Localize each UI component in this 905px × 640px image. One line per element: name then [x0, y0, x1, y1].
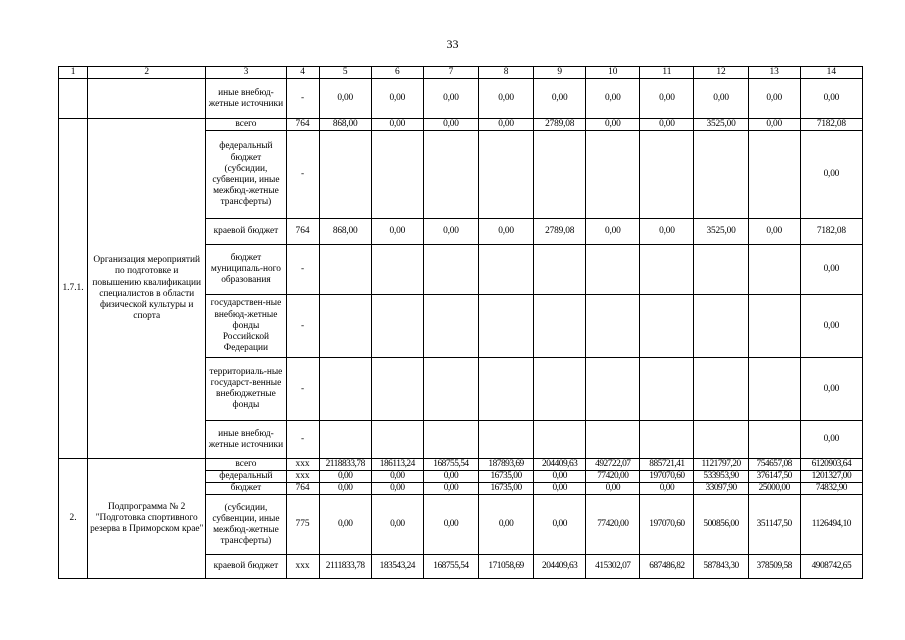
value-cell: 687486,82 — [640, 555, 694, 579]
value-cell — [640, 358, 694, 421]
value-cell: 186113,24 — [371, 459, 423, 471]
value-cell: 0,00 — [478, 79, 533, 119]
funding-source: бюджет муниципаль-ного образования — [206, 245, 286, 295]
value-cell: 0,00 — [371, 483, 423, 495]
value-cell: 0,00 — [319, 483, 371, 495]
funding-source: федеральный — [206, 471, 286, 483]
value-cell — [534, 131, 586, 219]
value-cell: 187893,69 — [478, 459, 533, 471]
value-cell — [694, 295, 748, 358]
value-cell: 0,00 — [586, 219, 640, 245]
item-name: Организация мероприятий по подготовке и повышению квалификации специалистов в области физической культуры и спорта — [88, 119, 206, 459]
value-cell: 533953,90 — [694, 471, 748, 483]
value-cell: 0,00 — [534, 483, 586, 495]
value-cell: 183543,24 — [371, 555, 423, 579]
code-cell: - — [286, 295, 319, 358]
value-cell — [319, 131, 371, 219]
value-cell: 0,00 — [478, 495, 533, 555]
value-cell: 77420,00 — [586, 495, 640, 555]
value-cell: 2118833,78 — [319, 459, 371, 471]
column-number: 9 — [534, 67, 586, 79]
value-cell: 0,00 — [534, 471, 586, 483]
value-cell — [423, 131, 478, 219]
value-cell — [694, 358, 748, 421]
value-cell — [748, 131, 800, 219]
table-row — [59, 79, 863, 119]
value-cell: 4908742,65 — [800, 555, 862, 579]
value-cell: 204409,63 — [534, 555, 586, 579]
code-cell: - — [286, 79, 319, 119]
funding-source: федеральный бюджет (субсидии, субвенции, иные межбюд-жетные трансферты) — [206, 131, 286, 219]
value-cell — [371, 421, 423, 459]
item-number: 1.7.1. — [59, 119, 88, 459]
column-number: 14 — [800, 67, 862, 79]
code-cell: 775 — [286, 495, 319, 555]
value-cell: 378509,58 — [748, 555, 800, 579]
value-cell: 0,00 — [534, 495, 586, 555]
value-cell: 0,00 — [748, 119, 800, 131]
value-cell: 2789,08 — [534, 219, 586, 245]
value-cell: 7182,08 — [800, 219, 862, 245]
value-cell — [694, 245, 748, 295]
funding-source: иные внебюд-жетные источники — [206, 79, 286, 119]
value-cell: 0,00 — [423, 495, 478, 555]
value-cell: 0,00 — [800, 245, 862, 295]
value-cell: 0,00 — [640, 119, 694, 131]
value-cell — [319, 421, 371, 459]
value-cell: 415302,07 — [586, 555, 640, 579]
value-cell: 754657,08 — [748, 459, 800, 471]
value-cell — [423, 358, 478, 421]
value-cell: 868,00 — [319, 119, 371, 131]
value-cell — [748, 295, 800, 358]
value-cell: 33097,90 — [694, 483, 748, 495]
funding-source: всего — [206, 119, 286, 131]
value-cell: 0,00 — [478, 219, 533, 245]
value-cell — [586, 245, 640, 295]
value-cell: 0,00 — [319, 495, 371, 555]
value-cell: 376147,50 — [748, 471, 800, 483]
funding-source: государствен-ные внебюд-жетные фонды Российской Федерации — [206, 295, 286, 358]
code-cell: 764 — [286, 119, 319, 131]
value-cell: 0,00 — [800, 131, 862, 219]
value-cell: 0,00 — [423, 119, 478, 131]
value-cell — [534, 358, 586, 421]
value-cell — [478, 131, 533, 219]
column-number: 2 — [88, 67, 206, 79]
code-cell: xxx — [286, 459, 319, 471]
value-cell: 0,00 — [371, 79, 423, 119]
item-number: 2. — [59, 459, 88, 579]
code-cell: 764 — [286, 219, 319, 245]
column-number: 3 — [206, 67, 286, 79]
value-cell — [371, 245, 423, 295]
value-cell: 0,00 — [371, 119, 423, 131]
column-number: 13 — [748, 67, 800, 79]
value-cell — [534, 295, 586, 358]
value-cell: 1121797,20 — [694, 459, 748, 471]
funding-source: иные внебюд-жетные источники — [206, 421, 286, 459]
funding-source: краевой бюджет — [206, 219, 286, 245]
item-number — [59, 79, 88, 119]
value-cell: 0,00 — [694, 79, 748, 119]
value-cell: 204409,63 — [534, 459, 586, 471]
value-cell: 0,00 — [319, 79, 371, 119]
value-cell — [694, 131, 748, 219]
value-cell: 25000,00 — [748, 483, 800, 495]
value-cell — [423, 421, 478, 459]
value-cell: 0,00 — [748, 219, 800, 245]
code-cell: 764 — [286, 483, 319, 495]
code-cell: - — [286, 358, 319, 421]
value-cell: 0,00 — [800, 79, 862, 119]
value-cell — [478, 421, 533, 459]
value-cell — [586, 131, 640, 219]
value-cell — [640, 295, 694, 358]
value-cell: 0,00 — [800, 295, 862, 358]
value-cell — [423, 245, 478, 295]
value-cell: 0,00 — [423, 79, 478, 119]
code-cell: xxx — [286, 471, 319, 483]
value-cell: 500856,00 — [694, 495, 748, 555]
value-cell: 74832,90 — [800, 483, 862, 495]
item-name — [88, 79, 206, 119]
column-number: 7 — [423, 67, 478, 79]
value-cell: 3525,00 — [694, 119, 748, 131]
code-cell: - — [286, 131, 319, 219]
value-cell: 587843,30 — [694, 555, 748, 579]
column-number: 4 — [286, 67, 319, 79]
value-cell: 197070,60 — [640, 471, 694, 483]
value-cell — [319, 245, 371, 295]
funding-source: территориаль-ные государст-венные внебюджетные фонды — [206, 358, 286, 421]
column-number: 6 — [371, 67, 423, 79]
column-number: 1 — [59, 67, 88, 79]
value-cell — [319, 358, 371, 421]
column-number: 12 — [694, 67, 748, 79]
value-cell — [640, 421, 694, 459]
value-cell: 0,00 — [586, 119, 640, 131]
page-number: 33 — [446, 37, 459, 51]
item-name: Подпрограмма № 2 "Подготовка спортивного резерва в Приморском крае" — [88, 459, 206, 579]
value-cell: 16735,00 — [478, 471, 533, 483]
value-cell — [534, 421, 586, 459]
value-cell: 885721,41 — [640, 459, 694, 471]
funding-source: всего — [206, 459, 286, 471]
value-cell — [371, 358, 423, 421]
value-cell — [371, 131, 423, 219]
value-cell: 0,00 — [640, 483, 694, 495]
budget-table — [58, 66, 863, 579]
value-cell — [748, 245, 800, 295]
value-cell: 0,00 — [319, 471, 371, 483]
value-cell: 16735,00 — [478, 483, 533, 495]
value-cell — [640, 131, 694, 219]
column-number: 11 — [640, 67, 694, 79]
value-cell: 0,00 — [371, 219, 423, 245]
value-cell — [748, 421, 800, 459]
funding-source: краевой бюджет — [206, 555, 286, 579]
value-cell: 0,00 — [640, 79, 694, 119]
value-cell: 3525,00 — [694, 219, 748, 245]
value-cell: 0,00 — [478, 119, 533, 131]
value-cell: 1126494,10 — [800, 495, 862, 555]
value-cell — [586, 358, 640, 421]
column-number: 5 — [319, 67, 371, 79]
value-cell: 492722,07 — [586, 459, 640, 471]
value-cell: 868,00 — [319, 219, 371, 245]
value-cell — [478, 295, 533, 358]
value-cell: 171058,69 — [478, 555, 533, 579]
value-cell: 2789,08 — [534, 119, 586, 131]
value-cell: 0,00 — [371, 495, 423, 555]
value-cell: 0,00 — [640, 219, 694, 245]
value-cell: 6120903,64 — [800, 459, 862, 471]
value-cell: 168755,54 — [423, 459, 478, 471]
value-cell: 351147,50 — [748, 495, 800, 555]
value-cell: 1201327,00 — [800, 471, 862, 483]
value-cell — [478, 245, 533, 295]
value-cell: 0,00 — [586, 483, 640, 495]
value-cell: 0,00 — [800, 421, 862, 459]
value-cell: 0,00 — [586, 79, 640, 119]
value-cell: 0,00 — [371, 471, 423, 483]
code-cell: - — [286, 421, 319, 459]
value-cell — [478, 358, 533, 421]
funding-source: (субсидии, субвенции, иные межбюд-жетные трансферты) — [206, 495, 286, 555]
value-cell — [586, 421, 640, 459]
value-cell: 0,00 — [423, 219, 478, 245]
table-row — [59, 119, 863, 131]
value-cell — [319, 295, 371, 358]
value-cell: 0,00 — [748, 79, 800, 119]
value-cell — [534, 245, 586, 295]
table-row — [59, 459, 863, 471]
funding-source: бюджет — [206, 483, 286, 495]
value-cell: 7182,08 — [800, 119, 862, 131]
column-number-row — [59, 67, 863, 79]
value-cell: 168755,54 — [423, 555, 478, 579]
value-cell: 0,00 — [423, 483, 478, 495]
code-cell: - — [286, 245, 319, 295]
value-cell — [371, 295, 423, 358]
value-cell: 197070,60 — [640, 495, 694, 555]
value-cell — [640, 245, 694, 295]
value-cell — [586, 295, 640, 358]
value-cell — [694, 421, 748, 459]
code-cell: xxx — [286, 555, 319, 579]
value-cell: 2111833,78 — [319, 555, 371, 579]
value-cell — [423, 295, 478, 358]
value-cell — [748, 358, 800, 421]
column-number: 10 — [586, 67, 640, 79]
value-cell: 0,00 — [534, 79, 586, 119]
value-cell: 0,00 — [800, 358, 862, 421]
value-cell: 77420,00 — [586, 471, 640, 483]
column-number: 8 — [478, 67, 533, 79]
value-cell: 0,00 — [423, 471, 478, 483]
